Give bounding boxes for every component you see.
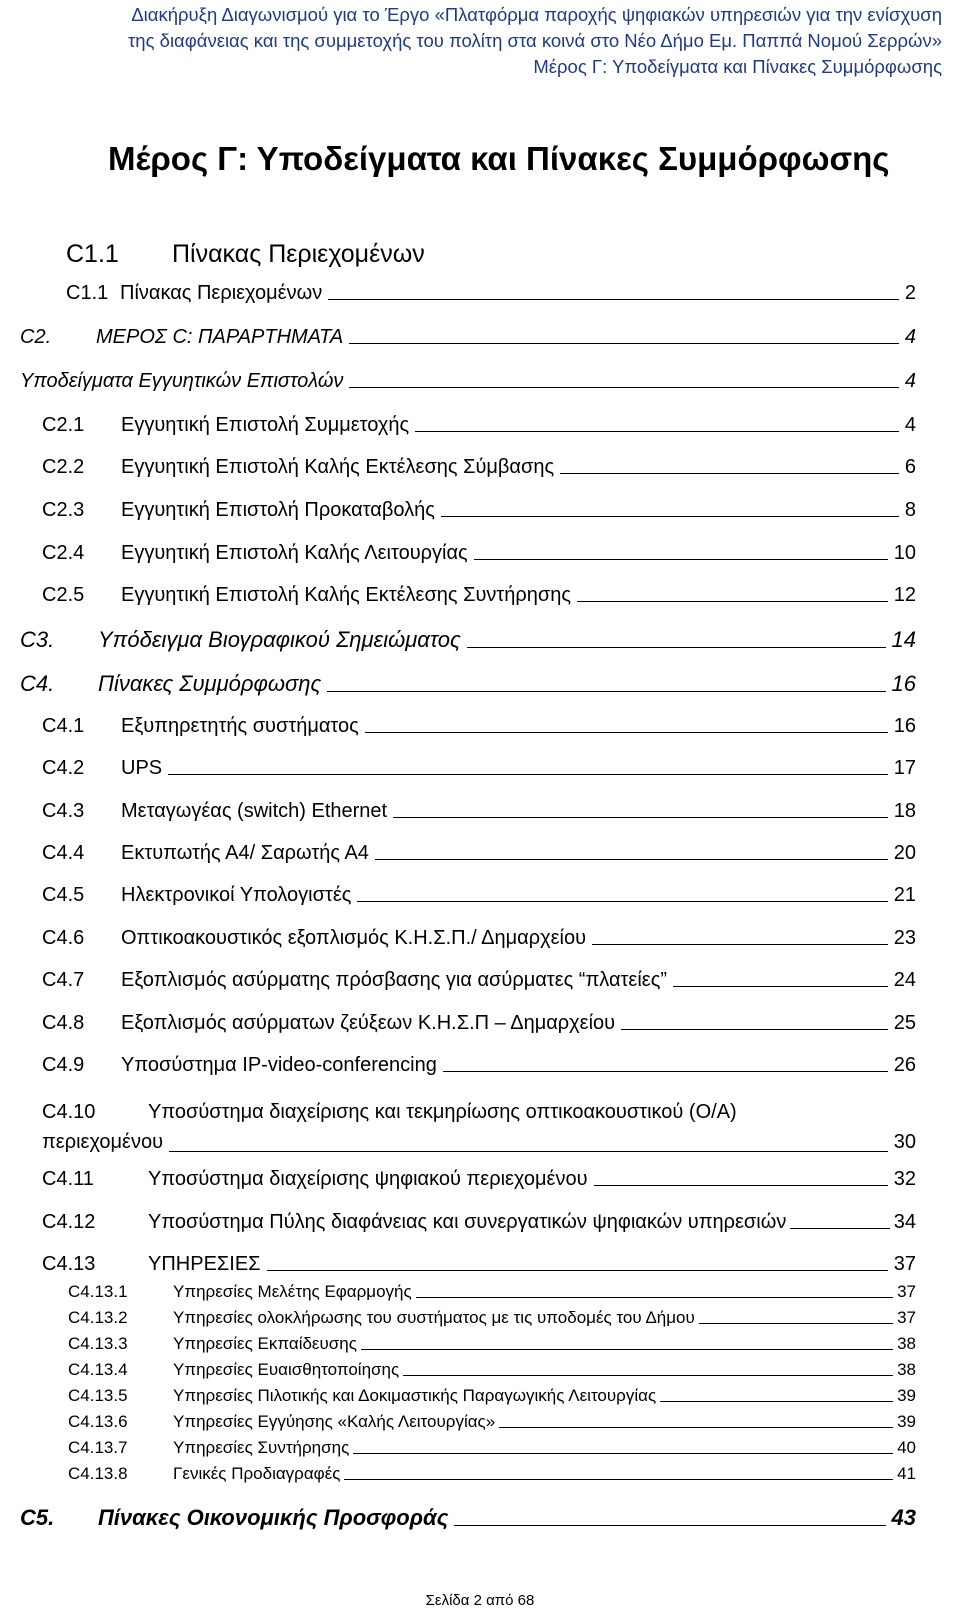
toc-entry-title: UPS xyxy=(121,757,163,779)
toc-entry[interactable] xyxy=(66,282,916,305)
toc-entry[interactable] xyxy=(42,800,916,823)
toc-entry-page: 8 xyxy=(904,499,916,521)
toc-leader-line xyxy=(673,986,888,987)
toc-leader-line xyxy=(415,431,899,432)
toc-entry-page: 38 xyxy=(897,1334,916,1353)
toc-entry-title: Εγγυητική Επιστολή Συμμετοχής xyxy=(121,414,410,436)
toc-entry-number: C4.6 xyxy=(42,927,85,949)
toc-entry-line-1 xyxy=(42,1097,916,1127)
toc-entry-page: 37 xyxy=(897,1308,916,1327)
toc-leader-line xyxy=(344,1479,893,1480)
toc-leader-line xyxy=(349,343,899,344)
toc-leader-line xyxy=(560,473,899,474)
toc-heading-number: C1.1 xyxy=(66,240,119,268)
toc-leader-line xyxy=(621,1029,888,1030)
toc-entry-title: Υπηρεσίες Συντήρησης xyxy=(173,1438,350,1457)
toc-entry-page: 16 xyxy=(891,671,916,696)
toc-entry-title: Πίνακες Οικονομικής Προσφοράς xyxy=(98,1505,449,1530)
toc-entry-title: Εγγυητική Επιστολή Προκαταβολής xyxy=(121,499,435,521)
toc-heading-title: Πίνακας Περιεχομένων xyxy=(172,240,425,268)
toc-entry-number: C4.10 xyxy=(42,1101,96,1123)
toc-entry-number: C4.9 xyxy=(42,1054,85,1076)
toc-entry-page: 30 xyxy=(893,1131,916,1153)
toc-entry-title: Εξοπλισμός ασύρματων ζεύξεων Κ.Η.Σ.Π – Δημαρχείου xyxy=(121,1012,616,1034)
toc-entry-number: C2.2 xyxy=(42,456,85,478)
toc-entry[interactable] xyxy=(42,884,916,907)
toc-entry-page: 40 xyxy=(897,1438,916,1457)
toc-leader-line xyxy=(660,1401,893,1402)
toc-entry-page: 43 xyxy=(891,1505,916,1530)
toc-entry-number: C4.13.1 xyxy=(68,1282,128,1301)
toc-entry[interactable] xyxy=(42,1253,916,1276)
toc-entry-title: Ηλεκτρονικοί Υπολογιστές xyxy=(121,884,352,906)
toc-entry-number: C4.13 xyxy=(42,1253,96,1275)
toc-entry-page: 41 xyxy=(897,1464,916,1483)
toc-entry-number: C2.3 xyxy=(42,499,85,521)
toc-entry-number: C2. xyxy=(20,326,52,348)
toc-entry-page: 18 xyxy=(893,800,916,822)
toc-entry-title: Γενικές Προδιαγραφές xyxy=(173,1464,341,1483)
toc-leader-line xyxy=(361,1349,893,1350)
toc-entry-page: 14 xyxy=(891,627,916,652)
toc-leader-line xyxy=(577,601,888,602)
toc-entry[interactable] xyxy=(42,969,916,992)
toc-leader-line xyxy=(365,732,888,733)
toc-entry-title: Πίνακας Περιεχομένων xyxy=(120,282,323,304)
toc-entry[interactable] xyxy=(42,499,916,522)
header-line-2: της διαφάνειας και της συμμετοχής του πολίτη στα κοινά στο Νέο Δήμο Εμ. Παππά Νομού Σερρών» xyxy=(128,30,942,51)
toc-entry-page: 16 xyxy=(893,715,916,737)
page-footer: Σελίδα 2 από 68 xyxy=(425,1592,535,1609)
toc-entry-number: C4.13.6 xyxy=(68,1412,128,1431)
toc-entry[interactable] xyxy=(42,1054,916,1077)
toc-entry-title: Υποδείγματα Εγγυητικών Επιστολών xyxy=(20,370,344,392)
toc-leader-line xyxy=(454,1525,885,1526)
toc-entry-number: C4.13.8 xyxy=(68,1464,128,1483)
toc-entry-number: C4.8 xyxy=(42,1012,85,1034)
toc-entry-title: Εγγυητική Επιστολή Καλής Εκτέλεσης Συντήρησης xyxy=(121,584,572,606)
toc-entry-title: ΜΕΡΟΣ C: ΠΑΡΑΡΤΗΜΑΤΑ xyxy=(96,326,344,348)
toc-entry[interactable] xyxy=(68,1412,916,1432)
toc-entry-number: C4.4 xyxy=(42,842,85,864)
toc-entry-page: 37 xyxy=(897,1282,916,1301)
toc-entry[interactable] xyxy=(42,1168,916,1191)
toc-entry-title: Υπηρεσίες Εκπαίδευσης xyxy=(173,1334,357,1353)
toc-entry-number: C4.12 xyxy=(42,1211,96,1233)
toc-entry[interactable] xyxy=(42,1012,916,1035)
toc-entry-number: C4.13.7 xyxy=(68,1438,128,1457)
toc-entry[interactable] xyxy=(20,326,916,349)
toc-entry[interactable] xyxy=(20,370,916,393)
toc-entry[interactable] xyxy=(42,927,916,950)
toc-entry[interactable] xyxy=(42,842,916,865)
toc-leader-line xyxy=(416,1297,893,1298)
toc-leader-line xyxy=(327,691,885,692)
toc-entry-number: C4.13.3 xyxy=(68,1334,128,1353)
toc-entry-page: 26 xyxy=(893,1054,916,1076)
toc-entry-number: C4.11 xyxy=(42,1168,94,1190)
toc-entry[interactable] xyxy=(42,414,916,437)
toc-entry-title: Εγγυητική Επιστολή Καλής Λειτουργίας xyxy=(121,542,468,564)
toc-leader-line xyxy=(441,516,899,517)
toc-entry-title: Υποσύστημα διαχείρισης ψηφιακού περιεχομένου xyxy=(148,1168,588,1190)
toc-entry-number: C5. xyxy=(20,1505,55,1530)
toc-heading xyxy=(66,240,425,269)
toc-entry-page: 12 xyxy=(893,584,916,606)
toc-entry-number: C4.7 xyxy=(42,969,85,991)
toc-leader-line xyxy=(474,559,888,560)
toc-entry-title: Υπηρεσίες ολοκλήρωσης του συστήματος με τις υποδομές του Δήμου xyxy=(173,1308,695,1327)
toc-entry-line-2 xyxy=(42,1127,916,1157)
toc-leader-line xyxy=(403,1375,893,1376)
toc-entry-title: Υπηρεσίες Μελέτης Εφαρμογής xyxy=(173,1282,412,1301)
toc-entry-title: Υποσύστημα Πύλης διαφάνειας και συνεργατικών ψηφιακών υπηρεσιών xyxy=(148,1211,787,1233)
header-line-3: Μέρος Γ: Υποδείγματα και Πίνακες Συμμόρφωσης xyxy=(533,56,942,77)
toc-leader-line xyxy=(790,1228,889,1229)
toc-leader-line xyxy=(375,859,888,860)
toc-entry-number: C1.1 xyxy=(66,282,109,304)
toc-entry-page: 10 xyxy=(893,542,916,564)
toc-entry-number: C4.13.5 xyxy=(68,1386,128,1405)
toc-leader-line xyxy=(168,774,888,775)
toc-entry-number: C4.13.4 xyxy=(68,1360,128,1379)
part-title: Μέρος Γ: Υποδείγματα και Πίνακες Συμμόρφωσης xyxy=(108,140,890,177)
toc-leader-line xyxy=(467,647,886,648)
toc-leader-line xyxy=(499,1427,893,1428)
toc-entry-title: Εγγυητική Επιστολή Καλής Εκτέλεσης Σύμβασης xyxy=(121,456,555,478)
toc-entry[interactable] xyxy=(68,1308,916,1328)
toc-entry-number: C4.2 xyxy=(42,757,85,779)
toc-leader-line xyxy=(594,1185,888,1186)
toc-entry-page: 25 xyxy=(893,1012,916,1034)
toc-entry-title: ΥΠΗΡΕΣΙΕΣ xyxy=(148,1253,261,1275)
toc-entry[interactable] xyxy=(68,1360,916,1380)
toc-entry-page: 23 xyxy=(893,927,916,949)
toc-entry[interactable] xyxy=(68,1386,916,1406)
toc-entry-number: C2.4 xyxy=(42,542,85,564)
toc-leader-line xyxy=(357,901,887,902)
toc-leader-line xyxy=(353,1453,893,1454)
toc-entry-title: Υπόδειγμα Βιογραφικού Σημειώματος xyxy=(98,627,461,652)
toc-entry-page: 4 xyxy=(904,414,916,436)
toc-entry[interactable] xyxy=(68,1438,916,1458)
toc-entry-title: Οπτικοακουστικός εξοπλισμός Κ.Η.Σ.Π./ Δημαρχείου xyxy=(121,927,587,949)
toc-entry[interactable] xyxy=(42,1097,916,1157)
toc-leader-line xyxy=(349,387,898,388)
toc-entry-page: 39 xyxy=(897,1412,916,1431)
toc-entry-title: Εξυπηρετητής συστήματος xyxy=(121,715,359,737)
toc-entry-page: 17 xyxy=(893,757,916,779)
header-line-1: Διακήρυξη Διαγωνισμού για το Έργο «Πλατφόρμα παροχής ψηφιακών υπηρεσιών για την ενίσχυση xyxy=(131,4,942,25)
toc-entry-title: Υποσύστημα IP-video-conferencing xyxy=(121,1054,437,1076)
toc-entry[interactable] xyxy=(42,1211,916,1234)
toc-entry-page: 4 xyxy=(904,370,916,392)
toc-leader-line xyxy=(267,1270,888,1271)
toc-leader-line xyxy=(328,299,899,300)
toc-entry[interactable] xyxy=(68,1334,916,1354)
toc-entry[interactable] xyxy=(20,1505,916,1531)
toc-leader-line xyxy=(393,817,888,818)
toc-entry-title: Υπηρεσίες Εγγύησης «Καλής Λειτουργίας» xyxy=(173,1412,496,1431)
toc-entry-number: C2.5 xyxy=(42,584,85,606)
toc-entry-number: C4.5 xyxy=(42,884,85,906)
toc-entry[interactable] xyxy=(42,715,916,738)
toc-entry-title: Μεταγωγέας (switch) Ethernet xyxy=(121,800,388,822)
toc-entry-page: 32 xyxy=(893,1168,916,1190)
toc-entry-title-continuation: περιεχομένου xyxy=(42,1131,164,1153)
toc-entry[interactable] xyxy=(42,584,916,607)
toc-entry-page: 6 xyxy=(904,456,916,478)
toc-entry-number: C2.1 xyxy=(42,414,85,436)
toc-entry-number: C3. xyxy=(20,627,55,652)
toc-leader-line xyxy=(443,1071,888,1072)
toc-entry[interactable] xyxy=(20,671,916,697)
toc-entry-page: 2 xyxy=(904,282,916,304)
toc-entry-page: 34 xyxy=(893,1211,916,1233)
toc-leader-line xyxy=(169,1151,888,1152)
toc-entry-title: Εξοπλισμός ασύρματης πρόσβασης για ασύρματες “πλατείες” xyxy=(121,969,667,991)
toc-entry[interactable] xyxy=(42,542,916,565)
toc-entry-number: C4.3 xyxy=(42,800,85,822)
toc-entry-number: C4.1 xyxy=(42,715,85,737)
toc-entry[interactable] xyxy=(42,757,916,780)
toc-entry[interactable] xyxy=(20,627,916,653)
toc-entry-page: 38 xyxy=(897,1360,916,1379)
toc-entry-title: Υπηρεσίες Πιλοτικής και Δοκιμαστικής Παραγωγικής Λειτουργίας xyxy=(173,1386,657,1405)
running-header xyxy=(128,2,942,80)
toc-entry-page: 39 xyxy=(897,1386,916,1405)
toc-entry-page: 21 xyxy=(893,884,916,906)
toc-entry-title: Υπηρεσίες Ευαισθητοποίησης xyxy=(173,1360,400,1379)
toc-entry-number: C4.13.2 xyxy=(68,1308,128,1327)
toc-entry[interactable] xyxy=(68,1464,916,1484)
toc-leader-line xyxy=(592,944,888,945)
toc-entry-page: 37 xyxy=(893,1253,916,1275)
toc-entry-number: C4. xyxy=(20,671,55,696)
toc-entry-title: Εκτυπωτής Α4/ Σαρωτής Α4 xyxy=(121,842,369,864)
toc-entry-page: 24 xyxy=(893,969,916,991)
toc-entry-title: Υποσύστημα διαχείρισης και τεκμηρίωσης οπτικοακουστικού (Ο/Α) xyxy=(148,1101,737,1123)
toc-leader-line xyxy=(699,1323,893,1324)
toc-entry-page: 4 xyxy=(904,326,916,348)
toc-entry[interactable] xyxy=(42,456,916,479)
toc-entry[interactable] xyxy=(68,1282,916,1302)
toc-entry-page: 20 xyxy=(893,842,916,864)
toc-entry-title: Πίνακες Συμμόρφωσης xyxy=(98,671,322,696)
